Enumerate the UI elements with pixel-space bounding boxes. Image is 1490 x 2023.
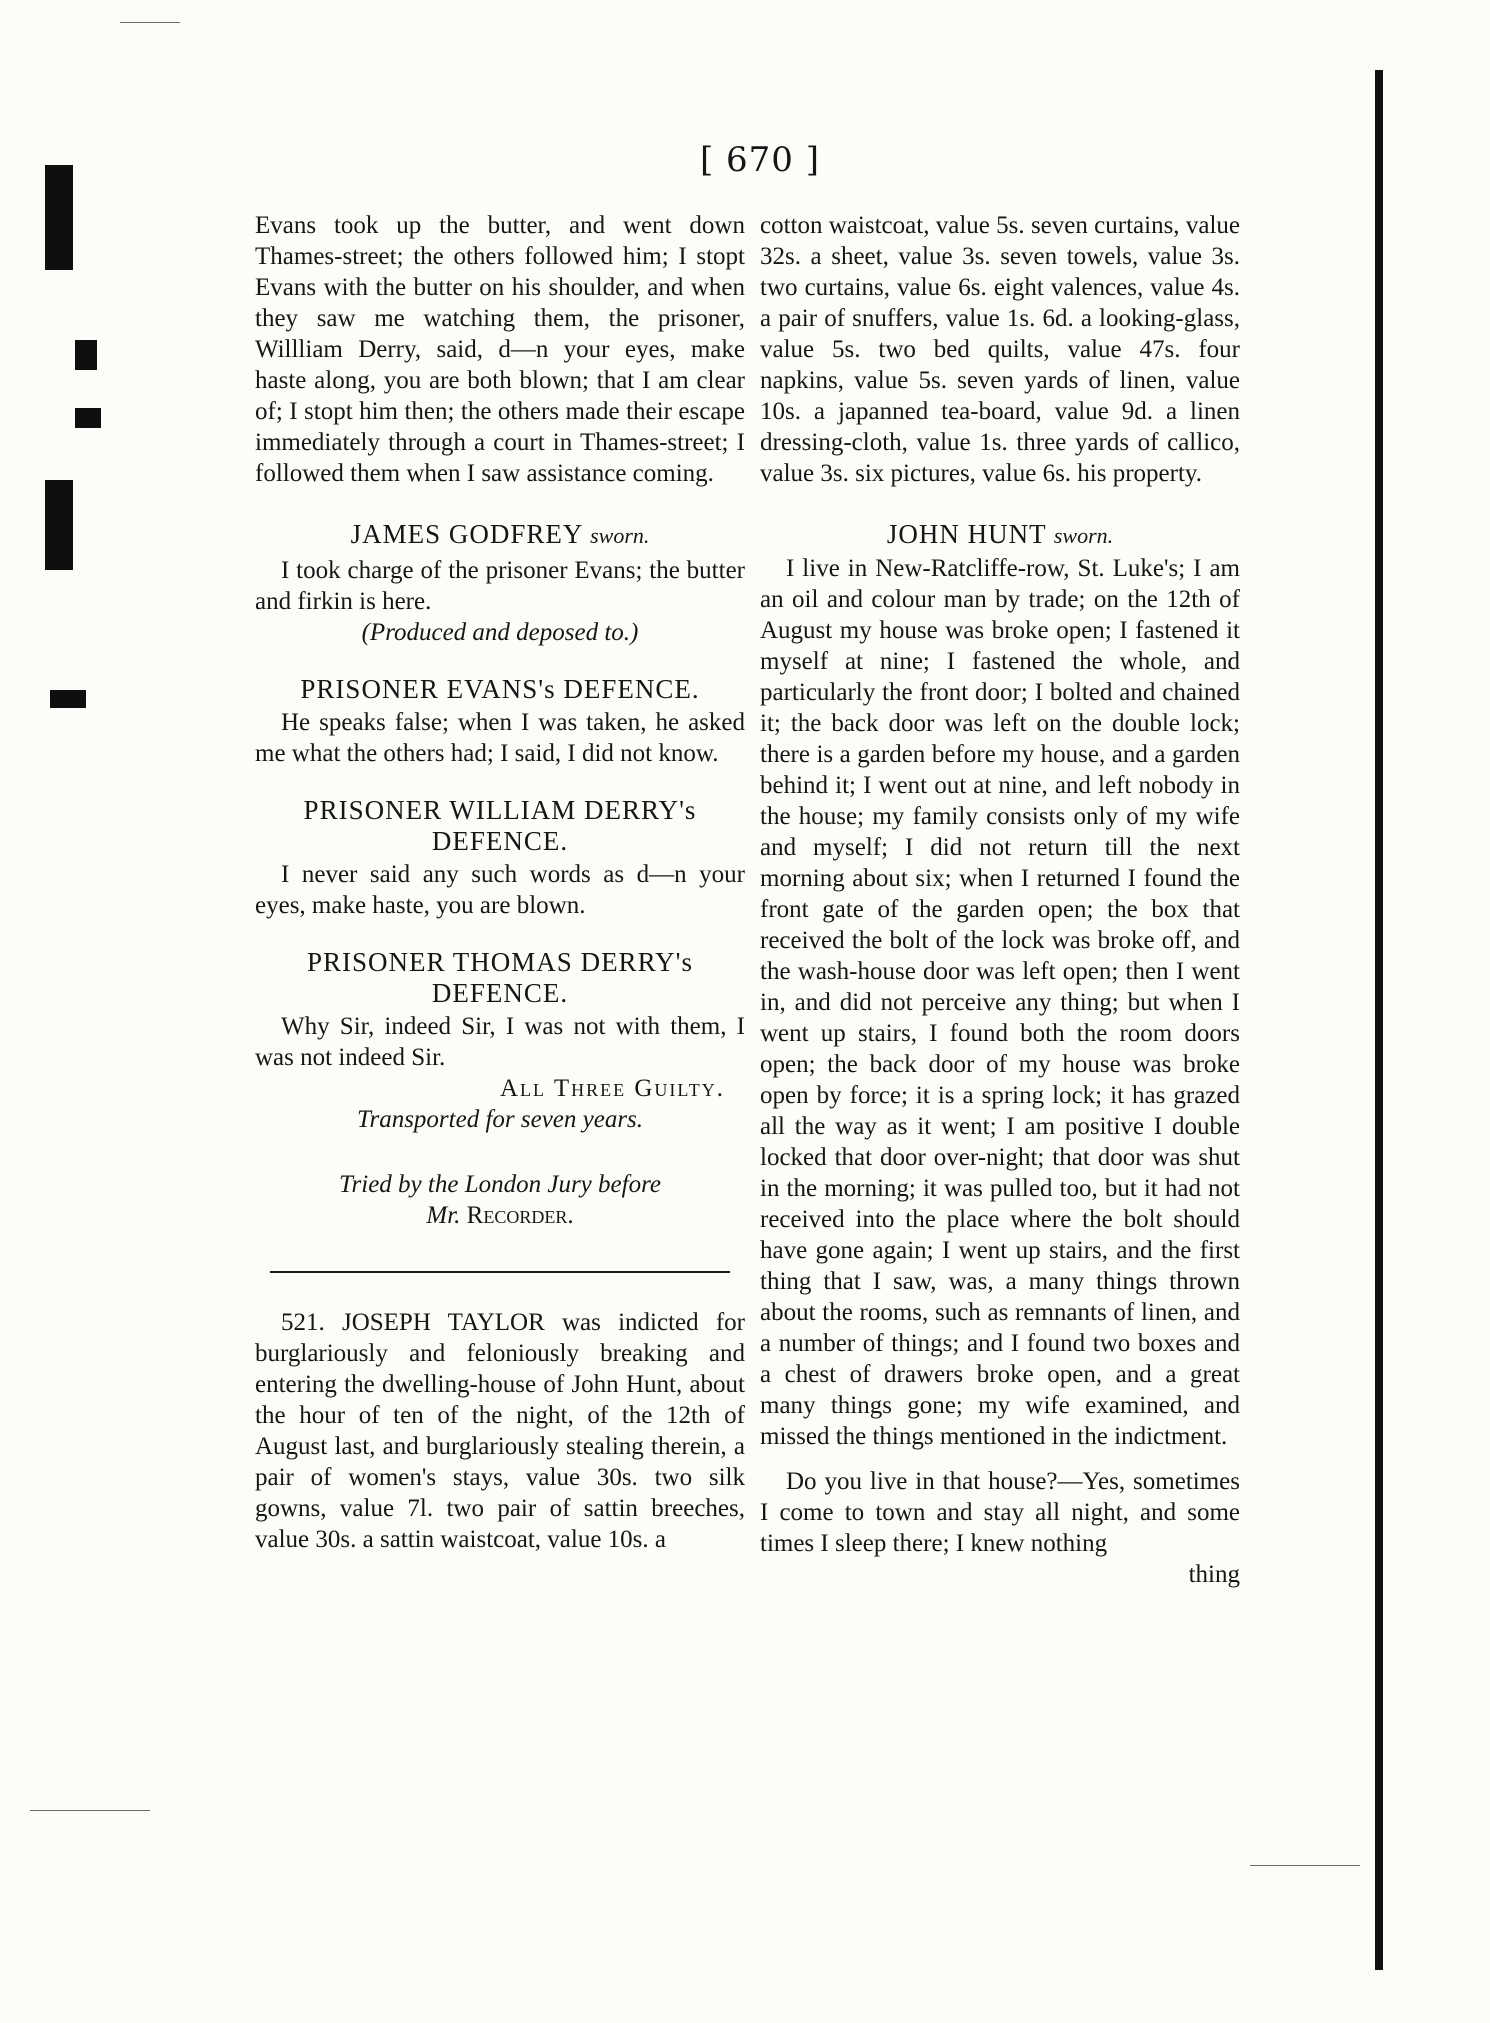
question-answer: Do you live in that house?—Yes, sometimes I come to town and stay all night, and some times I sleep there; I knew nothing: [760, 1468, 1240, 1557]
witness-name: JAMES GODFREY: [350, 519, 583, 549]
continuation-paragraph: Evans took up the butter, and went down Thames-street; the others followed him; I stopt Evans with the butter on his shoulder, and when they saw me watching them, the prisoner, Willliam Derry, said, d—n your eyes, make haste along, you are both blown; that I am clear of; I stopt him then; the others made their escape immediately through a court in Thames-street; I followed them when I saw assistance coming.: [255, 212, 745, 487]
recorder-name: Recorder.: [466, 1202, 574, 1229]
defence-heading-line: PRISONER THOMAS DERRY's: [307, 947, 693, 977]
defence-text: He speaks false; when I was taken, he asked me what the others had; I said, I did not know.: [255, 709, 745, 767]
defence-text: I never said any such words as d—n your eyes, make haste, you are blown.: [255, 861, 745, 919]
left-margin-bar: [50, 690, 86, 708]
defence-heading-line: DEFENCE.: [431, 978, 569, 1008]
scan-speck: [30, 1810, 150, 1811]
verdict: All Three Guilty.: [500, 1075, 725, 1102]
defence-heading: PRISONER EVANS's DEFENCE.: [300, 674, 700, 704]
witness-testimony: I live in New-Ratcliffe-row, St. Luke's; I am an oil and colour man by trade; on the 12th of August my house was broke open; I fastened it myself at nine; I fastened the whole, and particularly the front door; I bolted and chained it; the back door was left on the double lock; there is a garden before my house, and a garden behind it; I went out at nine, and left nobody in the house; my family consists only of my wife and myself; I did not return till the next morning about six; when I returned I found the front gate of the garden open; the box that received the bolt of the lock was broke off, and the wash-house door was left open; then I went in, and did not perceive any thing; but when I went up stairs, I found both the room doors open; the back door of my house was broke open by force; it is a spring lock; it has grazed all the way as it went; I am positive I double locked that door over-night; that door was shut in the morning; it was pulled too, but it had not received into the place where the bolt should have gone again; I went up stairs, and the first thing that I saw, was, a many things thrown about the rooms, such as remnants of linen, and a number of things; and I found two boxes and a chest of drawers broke open, and a great many things gone; my wife examined, and missed the things mentioned in the indictment.: [760, 555, 1240, 1450]
witness-heading: [255, 519, 745, 551]
defence-heading: [255, 947, 745, 1009]
tried-before: [255, 1169, 745, 1231]
witness-heading: [760, 519, 1240, 551]
continuation-paragraph: cotton waistcoat, value 5s. seven curtains, value 32s. a sheet, value 3s. seven towels, value 3s. two curtains, value 6s. eight valences, value 4s. a pair of snuffers, value 1s. 6d. a looking-glass, value 5s. two bed quilts, value 47s. four napkins, value 5s. seven yards of linen, value 10s. a japanned tea-board, value 9d. a linen dressing-cloth, value 1s. three yards of callico, value 3s. six pictures, value 6s. his property.: [760, 212, 1240, 487]
witness-testimony: I took charge of the prisoner Evans; the butter and firkin is here.: [255, 557, 745, 615]
right-column: [760, 210, 1240, 1590]
tried-prefix: Mr.: [426, 1202, 461, 1229]
sworn-label: sworn.: [1053, 523, 1114, 548]
sworn-label: sworn.: [590, 523, 650, 548]
sentence: Transported for seven years.: [356, 1106, 644, 1133]
section-rule: [270, 1271, 730, 1273]
produced-note: (Produced and deposed to.): [361, 619, 639, 646]
left-margin-bar: [75, 340, 97, 370]
binding-spine: [1375, 70, 1383, 1970]
left-margin-bar: [45, 165, 73, 270]
defence-heading-line: PRISONER WILLIAM DERRY's: [303, 795, 697, 825]
left-column: [255, 210, 745, 1555]
scan-speck: [120, 22, 180, 23]
defence-heading: [255, 795, 745, 857]
left-margin-bar: [45, 480, 73, 570]
defence-text: Why Sir, indeed Sir, I was not with them, I was not indeed Sir.: [255, 1013, 745, 1071]
catchword: thing: [1188, 1561, 1240, 1588]
page-number: [ 670 ]: [699, 140, 821, 180]
tried-line: Tried by the London Jury before: [339, 1171, 661, 1198]
scan-speck: [1250, 1865, 1360, 1866]
tried-line: [255, 1200, 745, 1231]
witness-name: JOHN HUNT: [886, 519, 1047, 549]
defence-heading-line: DEFENCE.: [431, 826, 569, 856]
left-margin-bar: [75, 408, 101, 428]
case-paragraph: 521. JOSEPH TAYLOR was indicted for burglariously and feloniously breaking and entering the dwelling-house of John Hunt, about the hour of ten of the night, of the 12th of August last, and burglariously stealing therein, a pair of women's stays, value 30s. two silk gowns, value 7l. two pair of sattin breeches, value 30s. a sattin waistcoat, value 10s. a: [255, 1309, 745, 1553]
